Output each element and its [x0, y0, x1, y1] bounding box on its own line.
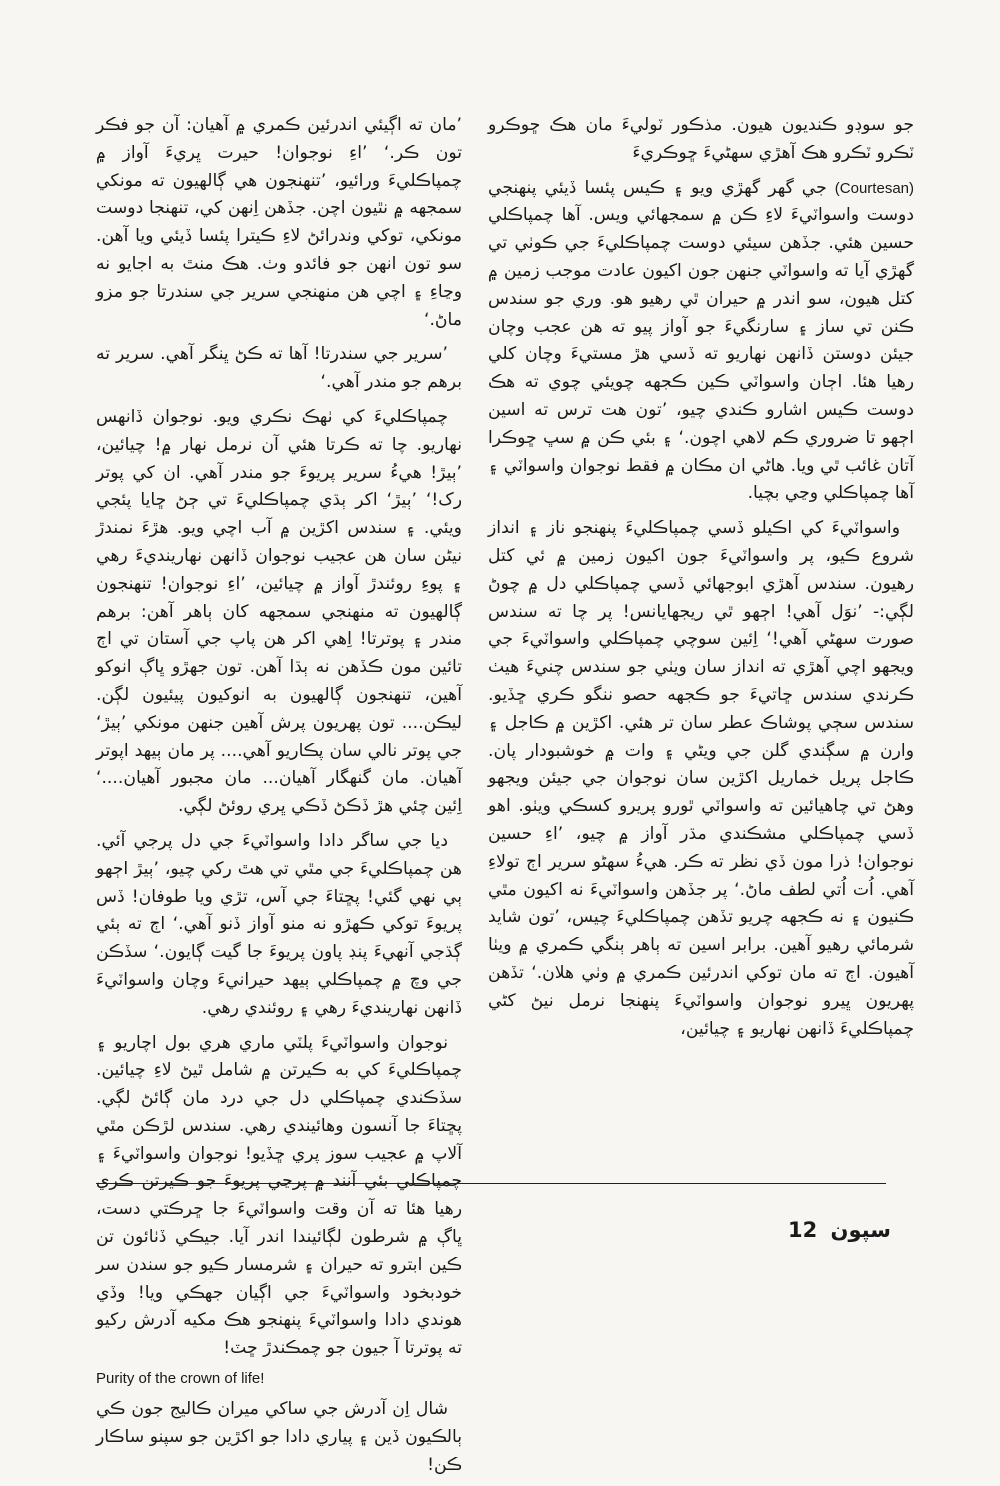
- paragraph: چمپاڪليءَ کي ٺهڪ نڪري ويو. نوجوان ڏانهس نهاريو. چا ته ڪرتا هئي آن نرمل نهار ۾! چيائين، ’ٻيڙ! هيءُ سرير پريوءَ جو مندر آهي. ان کي پوتر رک!‘ ’ٻيڙ‘ اکر ٻڌي چمپاڪليءَ تي ڄڻ ڇايا پئجي ويئي. ۽ سندس اکڙين ۾ آب اچي ويو. هڙءَ نمندڙ نيڻن سان هن عجيب نوجوان ڏانهن نهارينديءَ رهي ۽ پوءِ روئندڙ آواز ۾ چيائين، ’اءِ نوجوان! تنهنجون ڳالهيون ته منهنجي سمجهه کان ٻاهر آهن: برهم مندر ۽ پوترتا! اِهي اکر هن پاپ جي آستان تي اڄ تائين مون ڪڏهن نه ٻڌا آهن. تون جهڙو ڀاڳ انوکو آهين، تنهنجون ڳالهيون به انوکيون پيئيون لڳن. ليڪن.... تون پهريون پرش آهين جنهن مونکي ’ٻيڙ‘ جي پوتر نالي سان پڪاريو آهي.... پر مان ٻيهد اپوتر آهيان. مان گنهگار آهيان... مان مجبور آهيان....‘ اِئين چئي هڙ ڏڪڻ ڏڪي ڀري روئڻ لڳي.: [96, 406, 462, 817]
- paragraph: [488, 175, 914, 509]
- paragraph: نوجوان واسواٽيءَ پلٽي ماري هري بول اچاريو ۽ چمپاڪليءَ کي به ڪيرتن ۾ شامل ٿيڻ لاءِ چيائين. سڏڪندي چمپاڪلي دل جي درد مان ڳائڻ لڳي. پڇتاءَ جا آنسون وهائيندي رهي. سندس لڙڪن مٿي آلاپ ۾ عجيب سوز پري ڇڏيو! نوجوان واسواٽيءَ ۽ چمپاڪلي بئي آنند ۾ پرڃي پريوءَ جو ڪيرتن ڪري رهيا هئا ته آن وقت واسواٽيءَ جا ڇرڪتي دست، ڀاڳ ۾ شرطون لڳائيندا اندر آيا. جيڪي ڏٺائون تن ڪين ابترو ته حيران ۽ شرمسار ڪيو جو سندن سر خودبخود واسواٽيءَ جي اڳيان جهڪي ويا! وڏي هوندي دادا واسواٽيءَ پنهنجو هڪ مکيه آدرش رکيو ته پوترتا آ جيون جو چمڪندڙ ڇٽ!: [96, 1032, 462, 1359]
- paragraph: ديا جي ساگر دادا واسواٽيءَ جي دل پرجي آئي. هن چمپاڪليءَ جي مٿي تي هٿ رکي چيو، ’ٻيڙ اڄهو ٻي نهي گئي! پڇتاءَ جي آس، تڙي ويا طوفان! ڏس پريوءَ توکي ڪهڙو نه منو آواز ڏنو آهي.‘ اڄ ته ٻئي ڳڌجي آنهيءَ پنڊ پاون پريوءَ جا گيت ڳايون.‘ سڏڪن جي وچ ۾ چمپاڪلي ٻيهد حيرانيءَ وچان واسواٽيءَ ڏانهن نهارينديءَ رهي ۽ روئندي رهي.: [96, 830, 462, 1018]
- page-number: 12: [788, 1218, 818, 1242]
- right-text-column: [488, 112, 914, 1050]
- paragraph-text: جي گهر گهڙي ويو ۽ ڪيس پئسا ڏيئي پنهنجي دوست واسواٽيءَ لاءِ ڪن ۾ سمجهائي ويس. آها چمپاڪلي حسين هئي. جڏهن سيئي دوست چمپاڪليءَ جي ڪوٺي تي گهڙي آيا ته واسواٽي جنهن جون اکيون عادت موجب زمين ۾ کتل هيون، سو اندر ۾ حيران ٿي رهيو هو. وري جو سندس ڪنن تي ساز ۽ سارنگيءَ جو آواز پيو ته هن عجب وچان جيئن دوستن ڏانهن نهاريو ته ڏسي هڙ مستيءَ وچان کلي رهيا هئا. اڄان واسواٽي ڪين ڪجهه چويئي چوي ته هڪ دوست ڪيس اشارو ڪندي چيو، ’تون هت ترس ته اسين اڄهو تا ضروري ڪم لاهي اچون.‘ ۽ بئي ڪن ۾ سڀ ڇوڪرا آتان غائب ٿي ويا. هاڻي ان مڪان ۾ فقط نوجوان واسواٽي ۽ آها چمپاڪلي وڃي بچيا.: [488, 177, 914, 504]
- magazine-title: سپون: [830, 1218, 891, 1242]
- latin-term: (Courtesan): [834, 179, 914, 197]
- left-text-column: [96, 112, 462, 1486]
- paragraph: واسواٽيءَ کي اڪيلو ڏسي چمپاڪليءَ پنهنجو ناز ۽ انداز شروع ڪيو، پر واسواٽيءَ جون اکيون زمين ۾ ئي کتل رهيون. سندس آهڙي ابوجهائي ڏسي چمپاڪلي دل ۾ چوڻ لڳي:- ’نوَل آهي! اڄهو ٿي ريجهايانس! پر چا ته سندس صورت سهڻي آهي!‘ اِئين سوچي چمپاڪلي واسواٽيءَ جي ويجهو اچي آهڙي ته انداز سان ويٺي جو سندس چنيءَ هيٺ ڪرندي سندس ڇاتيءَ جو ڪجهه حصو ننگو ڪري ڇڏيو. سندس سڄي پوشاڪ عطر سان تر هئي. اکڙين ۾ ڪاجل ۽ وارن ۾ سڳندي گلن جي ويڻي ۽ وات ۾ خوشبودار پان. ڪاجل پريل خماريل اکڙين سان نوجوان جي جيئن ويجهو وهڻ تي چاهيائين ته واسواٽي ٿورو پريرو کسڪي ويٺو. اهو ڏسي چمپاڪلي مشڪندي مڌر آواز ۾ چيو، ’اءِ حسين نوجوان! ذرا مون ڏي نظر ته ڪر. هيءُ سهڻو سرير اڄ تولاءِ آهي. اُت اُتي لطف ماڻ.‘ پر جڏهن واسواٽيءَ نه اکيون مٿي ڪنيون ۽ نه ڪجهه چريو تڏهن چمپاڪليءَ چيس، ’تون شايد شرمائي رهيو آهين. برابر اسين ته ٻاهر ٻنگي ڪمري ۾ ويٺا آهيون. اڄ ته مان توکي اندرئين ڪمري ۾ وٺي هلان.‘ تڏهن پهريون ڀيرو نوجوان واسواٽيءَ پنهنجا نرمل نيڻ کڻي چمپاڪليءَ ڏانهن نهاريو ۽ چيائين،: [488, 518, 914, 1039]
- page-footer: [788, 1218, 891, 1242]
- english-motto: Purity of the crown of life!: [96, 1370, 265, 1388]
- paragraph: ’سرير جي سندرتا! آها ته ڪڻ ڀنگر آهي. سرير ته برهم جو مندر آهي.‘: [96, 344, 462, 393]
- paragraph: جو سوڊو ڪنديون هيون. مذڪور ٽوليءَ مان هڪ ڇوڪرو ٽڪرو ٽڪرو هڪ آهڙي سهڻيءَ ڇوڪريءَ: [488, 115, 914, 163]
- footer-divider: [96, 1183, 886, 1184]
- paragraph: شال اِن آدرش جي ساکي ميران ڪاليج جون ڪي ٻالڪيون ڏين ۽ پياري دادا جو اکڙين جو سپنو ساڪار ڪن!: [96, 1399, 462, 1475]
- paragraph: ’مان ته اڳيئي اندرئين ڪمري ۾ آهيان: آن جو فڪر تون ڪر.‘ ’اءِ نوجوان! حيرت ڀريءَ آواز ۾ چمپاڪليءَ ورائيو، ’تنهنجون هي ڳالهيون ته مونکي سمجهه ۾ نٿيون اچن. جڏهن اِنهن کي، تنهنجا دوست مونکي، توکي وندرائڻ لاءِ ڪيترا پئسا ڏيئي ويا آهن. سو تون انهن جو فائدو وٺ. هڪ منٿ به اجايو نه وڃاءِ ۽ اچي هن منهنجي سرير جي سندرتا جو مزو ماڻ.‘: [96, 115, 462, 330]
